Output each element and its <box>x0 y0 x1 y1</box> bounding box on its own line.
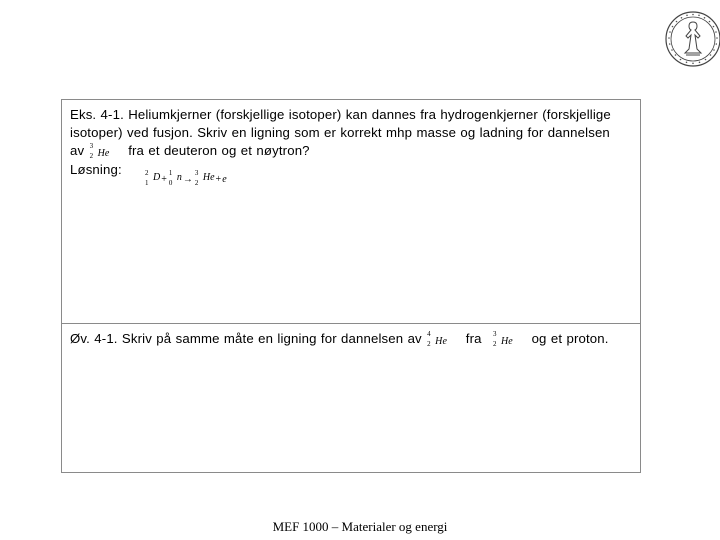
exercise-text-mid: fra <box>465 331 482 346</box>
deuteron-symbol: D <box>153 172 161 183</box>
arrow-operator: → <box>182 173 193 185</box>
helium-3-nuclide <box>89 143 110 161</box>
nuclide-symbol: He <box>97 147 110 159</box>
nuclide-charge: 2 <box>89 151 94 160</box>
neutron-symbol: n <box>176 172 182 183</box>
helium3b-charge: 2 <box>492 339 497 348</box>
fusion-equation <box>144 170 227 188</box>
example-line-3-end: fra et deuteron og et nøytron? <box>128 143 310 158</box>
exercise-text-end: og et proton. <box>531 331 609 346</box>
exercise-cell <box>62 324 640 472</box>
helium3-mass: 3 <box>194 169 199 177</box>
example-line-3 <box>70 142 632 161</box>
helium4-charge: 2 <box>427 339 431 348</box>
example-text <box>70 106 632 179</box>
electron-symbol: e <box>222 173 227 185</box>
helium3-symbol: He <box>202 172 215 183</box>
plus-operator: + <box>161 173 167 185</box>
university-seal-logo <box>664 10 720 68</box>
helium3-charge: 2 <box>194 179 199 187</box>
equation-term-neutron <box>168 170 182 188</box>
helium-3-nuclide-exercise <box>492 331 513 349</box>
helium3b-symbol: He <box>500 335 513 347</box>
example-line-3-start: av <box>70 143 85 158</box>
example-cell <box>62 100 640 324</box>
plus-operator-2: + <box>215 173 222 185</box>
example-line-2: isotoper) ved fusjon. Skriv en ligning som er korrekt mhp masse og ladning for dannelsen <box>70 125 610 140</box>
deuteron-charge: 1 <box>145 179 149 187</box>
neutron-charge: 0 <box>168 179 173 187</box>
equation-term-helium3 <box>194 170 215 188</box>
helium-4-nuclide <box>426 331 447 349</box>
exercise-text-start: Øv. 4-1. Skriv på samme måte en ligning for dannelsen av <box>70 331 422 346</box>
exercise-line <box>70 330 632 349</box>
seal-icon <box>664 10 720 68</box>
deuteron-mass: 2 <box>145 169 149 177</box>
exercise-text <box>70 330 632 349</box>
helium4-mass: 4 <box>427 329 431 338</box>
equation-term-deuteron <box>144 170 160 188</box>
solution-label: Løsning: <box>70 161 122 177</box>
neutron-mass: 1 <box>168 169 173 177</box>
content-table <box>61 99 641 473</box>
example-line-1: Eks. 4-1. Heliumkjerner (forskjellige isotoper) kan dannes fra hydrogenkjerner (forskjellige <box>70 107 611 122</box>
helium3b-mass: 3 <box>492 329 497 338</box>
helium4-symbol: He <box>435 335 448 347</box>
nuclide-mass: 3 <box>89 141 94 150</box>
footer-course-title: MEF 1000 – Materialer og energi <box>272 519 448 534</box>
